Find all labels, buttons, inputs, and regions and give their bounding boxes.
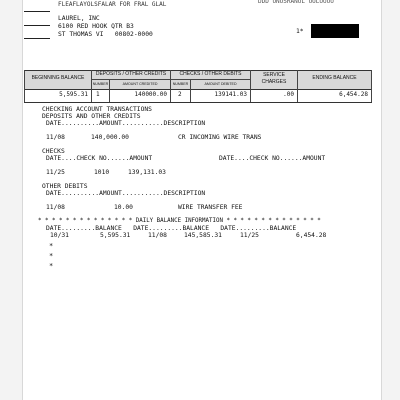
header-beginning-balance: BEGINNING BALANCE xyxy=(31,75,85,81)
deposit-amount: 140,000.00 xyxy=(91,134,129,141)
header-checks-group: CHECKS / OTHER DEBITS xyxy=(179,71,242,77)
address-line-1: 6100 RED HOOK QTR B3 xyxy=(58,23,134,30)
daily-balance-header: DATE.........BALANCE DATE.........BALANCE DATE.........BALANCE xyxy=(46,225,297,232)
header-amount-debited: AMOUNT DEBITED xyxy=(204,82,237,86)
daily-balance-title: * * * * * * * * * * * * * * DAILY BALANCE INFORMATION * * * * * * * * * * * * * * xyxy=(38,218,321,224)
header-service-charges-2: CHARGES xyxy=(261,79,287,85)
daily-balance-amount-3: 6,454.28 xyxy=(296,232,327,239)
deposits-column-header: DATE..........AMOUNT...........DESCRIPTION xyxy=(46,120,206,127)
debits-column-header: DATE..........AMOUNT...........DESCRIPTION xyxy=(46,190,206,197)
summary-divider xyxy=(297,70,298,102)
company-name: LAUREL, INC xyxy=(58,15,100,22)
header-deposits-group: DEPOSITS / OTHER CREDITS xyxy=(95,71,167,77)
value-beginning-balance: 5,595.31 xyxy=(59,91,88,98)
transactions-title: CHECKING ACCOUNT TRANSACTIONS xyxy=(42,106,152,113)
check-amount: 139,131.03 xyxy=(128,169,166,176)
statement-page xyxy=(22,0,382,400)
value-service-charges: .00 xyxy=(283,91,294,98)
summary-divider xyxy=(24,70,25,102)
checks-column-header-left: DATE....CHECK NO......AMOUNT xyxy=(46,155,153,162)
bullet-mark: * xyxy=(49,262,54,270)
page-marker: 1* xyxy=(296,28,304,35)
deposit-date: 11/08 xyxy=(46,134,65,141)
debit-description: WIRE TRANSFER FEE xyxy=(178,204,243,211)
daily-balance-date-2: 11/08 xyxy=(148,232,167,239)
redacted-block xyxy=(311,24,359,38)
header-rule-3 xyxy=(24,38,50,39)
daily-balance-amount-2: 145,585.31 xyxy=(184,232,222,239)
header-rule-1 xyxy=(24,11,50,12)
checks-title: CHECKS xyxy=(42,148,65,155)
bullet-mark: * xyxy=(49,242,54,250)
check-date: 11/25 xyxy=(46,169,65,176)
deposit-description: CR INCOMING WIRE TRANS xyxy=(178,134,262,141)
value-deposits-amount: 140000.00 xyxy=(134,91,167,98)
daily-balance-date-3: 11/25 xyxy=(240,232,259,239)
checks-column-header-right: DATE....CHECK NO......AMOUNT xyxy=(219,155,326,162)
header-top-right: DDD UNUSRANUL UULUUUU xyxy=(258,0,334,5)
header-ending-balance: ENDING BALANCE xyxy=(312,75,357,81)
summary-divider xyxy=(371,70,372,102)
daily-balance-amount-1: 5,595.31 xyxy=(100,232,131,239)
value-ending-balance: 6,454.28 xyxy=(339,91,368,98)
deposits-title: DEPOSITS AND OTHER CREDITS xyxy=(42,113,141,120)
check-number: 1010 xyxy=(94,169,110,176)
address-line-2: ST THOMAS VI 00802-0000 xyxy=(58,31,153,38)
header-checks-number: NUMBER xyxy=(172,82,189,86)
daily-balance-date-1: 10/31 xyxy=(50,232,69,239)
header-deposits-number: NUMBER xyxy=(92,82,109,86)
header-amount-credited: AMOUNT CREDITED xyxy=(122,82,158,86)
debit-amount: 10.00 xyxy=(114,204,133,211)
summary-subheader-rule xyxy=(91,79,250,80)
debits-title: OTHER DEBITS xyxy=(42,183,88,190)
debit-date: 11/08 xyxy=(46,204,65,211)
value-deposits-number: 1 xyxy=(96,91,100,98)
header-rule-2 xyxy=(24,25,50,26)
header-service-charges-1: SERVICE xyxy=(263,72,285,78)
value-checks-amount: 139141.03 xyxy=(214,91,247,98)
bullet-mark: * xyxy=(49,252,54,260)
header-top-text: FLEAFLAYOLSFALAR FOR FRAL GLAL xyxy=(58,1,167,8)
value-checks-number: 2 xyxy=(178,91,182,98)
